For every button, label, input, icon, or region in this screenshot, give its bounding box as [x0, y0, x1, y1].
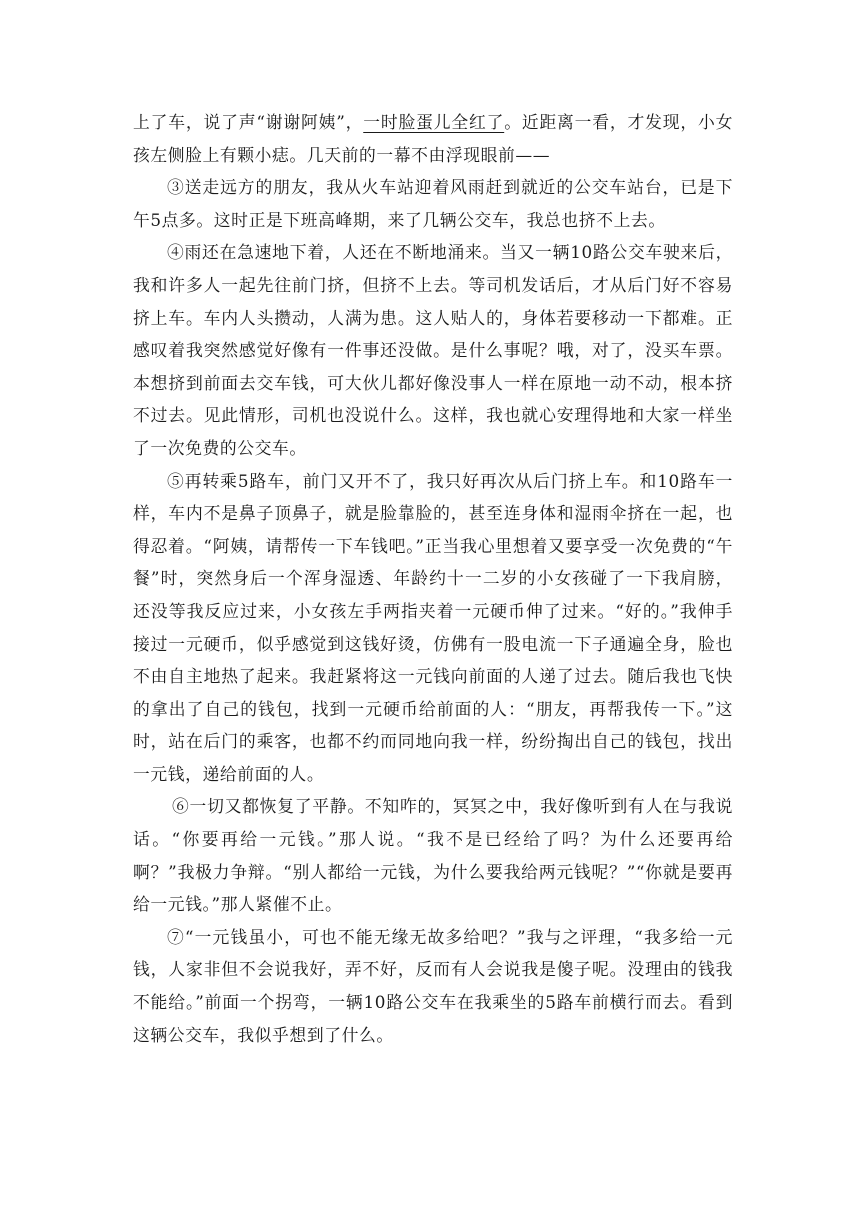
document-page	[133, 106, 733, 1051]
underlined-phrase: 一时脸蛋儿全红了	[363, 112, 505, 132]
paragraph-3: ③送走远方的朋友，我从火车站迎着风雨赶到就近的公交车站台，已是下午5点多。这时正是下班高峰期，来了几辆公交车，我总也挤不上去。	[133, 177, 733, 230]
paragraph-7: ⑦“一元钱虽小，可也不能无缘无故多给吧？”我与之评理，“我多给一元钱，人家非但不会说我好，弄不好，反而有人会说我是傻子呢。没理由的钱我不能给。”前面一个拐弯，一辆10路公交车在我乘坐的5路车前横行而去。看到这辆公交车，我似乎想到了什么。	[133, 926, 733, 1045]
paragraph-continuation-text-end: 。近距离一看，才发现，小女孩左侧脸上有颗小痣。几天前的一幕不由浮现眼前——	[133, 112, 733, 165]
paragraph-6: ⑥一切又都恢复了平静。不知咋的，冥冥之中，我好像听到有人在与我说话。“你要再给一元钱。”那人说。“我不是已经给了吗？为什么还要再给啊？”我极力争辩。“别人都给一元钱，为什么要我给两元钱呢？”“你就是要再给一元钱。”那人紧催不止。	[133, 796, 733, 915]
paragraph-5: ⑤再转乘5路车，前门又开不了，我只好再次从后门挤上车。和10路车一样，车内不是鼻子顶鼻子，就是脸靠脸的，甚至连身体和湿雨伞挤在一起，也得忍着。“阿姨，请帮传一下车钱吧。”正当我心里想着又要享受一次免费的“午餐”时，突然身后一个浑身湿透、年龄约十一二岁的小女孩碰了一下我肩膀，还没等我反应过来，小女孩左手两指夹着一元硬币伸了过来。“好的。”我伸手接过一元硬币，似乎感觉到这钱好烫，仿佛有一股电流一下子通遍全身，脸也不由自主地热了起来。我赶紧将这一元钱向前面的人递了过去。随后我也飞快的拿出了自己的钱包，找到一元硬币给前面的人：“朋友，再帮我传一下。”这时，站在后门的乘客，也都不约而同地向我一样，纷纷掏出自己的钱包，找出一元钱，递给前面的人。	[133, 470, 733, 784]
paragraph-4: ④雨还在急速地下着，人还在不断地涌来。当又一辆10路公交车驶来后，我和许多人一起先往前门挤，但挤不上去。等司机发话后，才从后门好不容易挤上车。车内人头攒动，人满为患。这人贴人的，身体若要移动一下都难。正感叹着我突然感觉好像有一件事还没做。是什么事呢？哦，对了，没买车票。本想挤到前面去交车钱，可大伙儿都好像没事人一样在原地一动不动，根本挤不过去。见此情形，司机也没说什么。这样，我也就心安理得地和大家一样坐了一次免费的公交车。	[133, 242, 733, 458]
paragraph-continuation-text: 上了车，说了声“谢谢阿姨”，	[133, 112, 364, 132]
paragraph-continuation	[133, 106, 733, 171]
